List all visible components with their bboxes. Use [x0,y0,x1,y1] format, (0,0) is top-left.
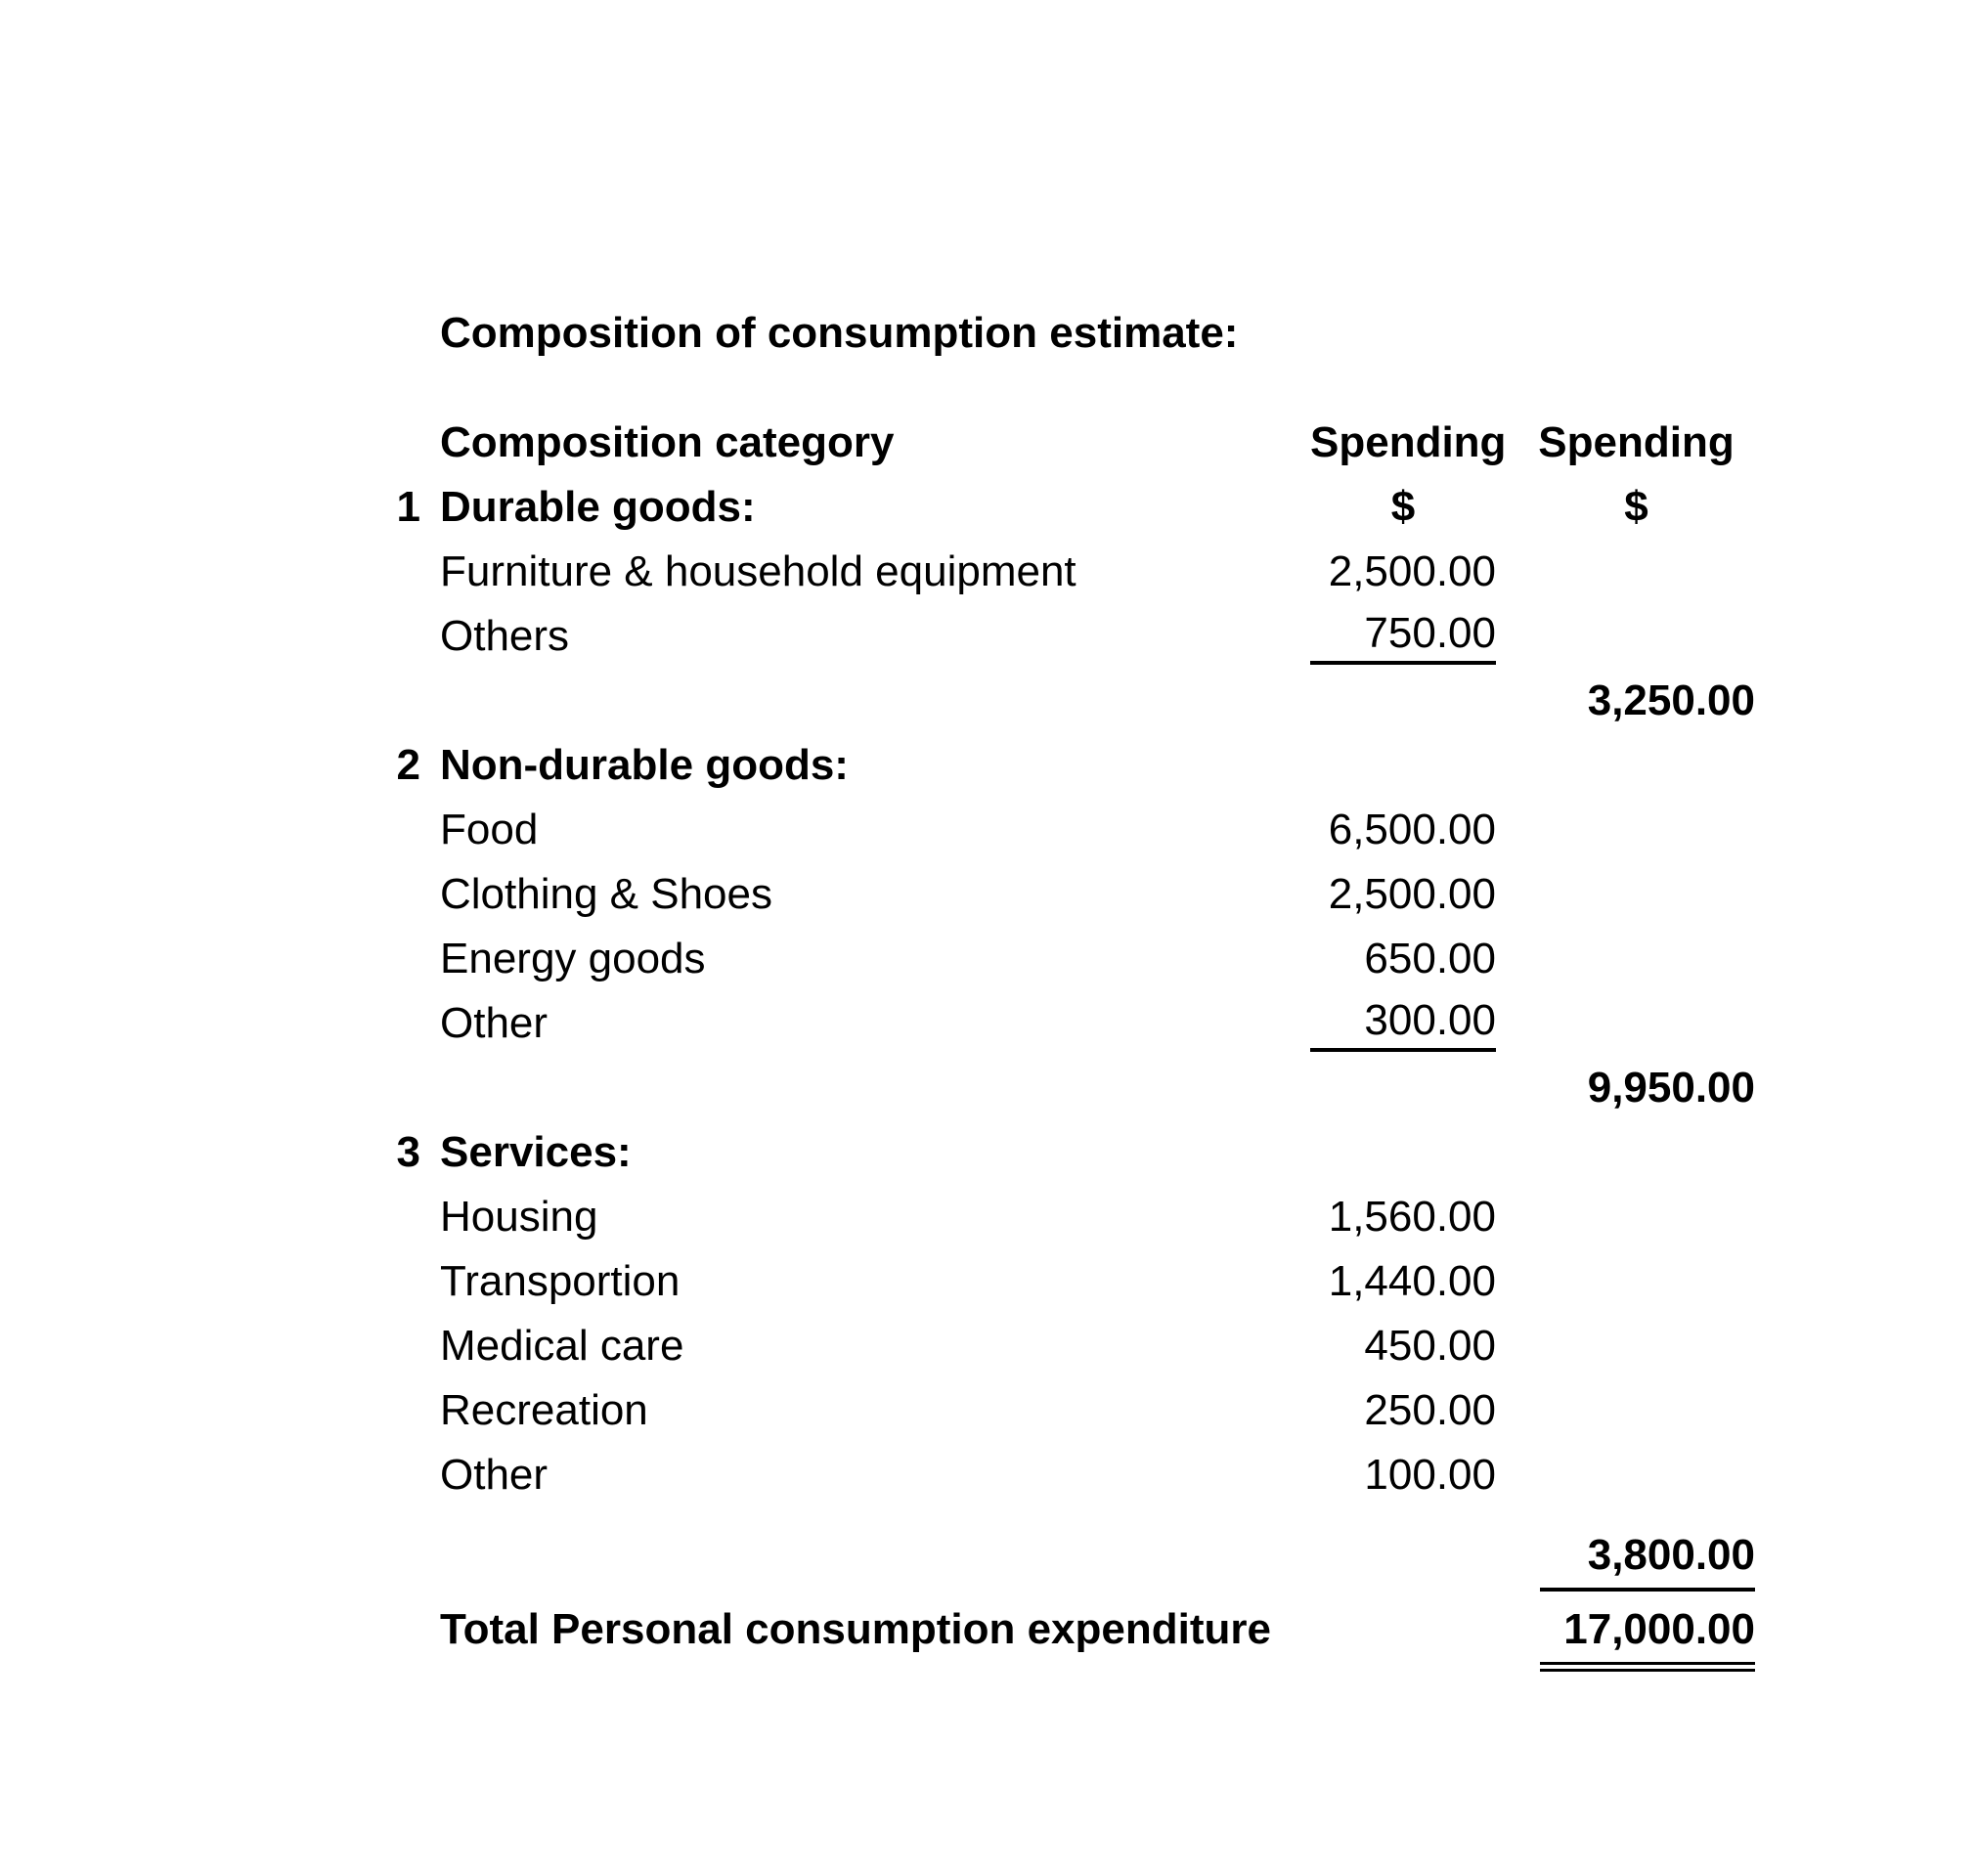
page-title: Composition of consumption estimate: [440,309,1239,357]
row-recreation [396,1378,1755,1443]
item-label: Housing [440,1193,598,1241]
spending-value-2 [1496,733,1755,798]
row-number: 2 [396,741,420,789]
item-label: Other [440,999,549,1047]
spending-value-2 [1496,1378,1755,1443]
subtotal-rule: 3,800.00 [1540,1523,1755,1592]
spending-value-2 [1496,991,1755,1056]
item-label: Medical care [440,1322,684,1370]
spending-value-2 [1496,1120,1755,1185]
row-subtotal-nondurable [396,1056,1755,1120]
spacer [396,366,1755,411]
spending-value-1: 1,560.00 [1328,1193,1496,1241]
spending-value-1: 2,500.00 [1328,547,1496,595]
total-double-rule: 17,000.00 [1540,1597,1755,1672]
spending-value-1: 250.00 [1364,1386,1496,1434]
row-medical-care [396,1314,1755,1378]
row-number [396,862,440,927]
row-number [396,1523,440,1588]
row-number: 3 [396,1128,420,1176]
row-number [396,1597,440,1662]
spending-value-1 [1310,1056,1496,1120]
row-other-services [396,1443,1755,1507]
spending-value-1: 6,500.00 [1328,806,1496,853]
row-number [396,1378,440,1443]
currency-symbol-1: $ [1390,483,1416,531]
spending-value-2 [1496,798,1755,862]
row-subtotal-services [396,1523,1755,1588]
spacer [396,1507,1755,1523]
row-number [396,540,440,604]
item-label: Transportion [440,1257,681,1305]
row-number [396,411,440,475]
spending-value-1 [1310,1120,1496,1185]
row-durable-goods [396,475,1755,540]
row-number [396,1249,440,1314]
currency-symbol-2: $ [1624,483,1648,531]
row-non-durable-goods [396,733,1755,798]
spending-value-1: 1,440.00 [1328,1257,1496,1305]
spending-value-2 [1496,1314,1755,1378]
subtotal-value-underlined [1496,1523,1755,1588]
row-number [396,798,440,862]
item-label: Clothing & Shoes [440,870,772,918]
subtotal-value: 3,250.00 [1587,676,1755,724]
item-label: Furniture & household equipment [440,547,1076,595]
total-value-double-underlined [1496,1597,1755,1662]
spending-value-1 [1310,1597,1496,1662]
subtotal-value: 9,950.00 [1587,1064,1755,1112]
item-label: Recreation [440,1386,648,1434]
row-housing [396,1185,1755,1249]
row-other-nondurable [396,991,1755,1056]
row-clothing-shoes [396,862,1755,927]
spending-value-1 [1310,1523,1496,1588]
item-label: Energy goods [440,935,706,982]
spending-value-1-underlined: 750.00 [1310,604,1496,665]
row-energy-goods [396,927,1755,991]
row-total [396,1597,1755,1662]
total-label: Total Personal consumption expenditure [440,1605,1271,1653]
spending-value-2 [1496,1185,1755,1249]
item-label [440,1056,1310,1120]
row-number: 1 [396,483,420,531]
item-label [440,669,1310,733]
item-label: Other [440,1451,549,1499]
spending-value-1 [1310,733,1496,798]
spending-value-2 [1496,1443,1755,1507]
column-header-spending-2: Spending [1538,418,1735,466]
spending-value-2 [1496,604,1755,669]
worksheet [396,301,1755,1662]
spending-value-1: 100.00 [1364,1451,1496,1499]
section-label: Durable goods: [440,483,756,531]
row-number [396,669,440,733]
row-number [396,927,440,991]
row-number [396,1314,440,1378]
row-subtotal-durable [396,669,1755,733]
item-label [440,1523,1310,1588]
row-number [396,604,440,669]
section-label: Non-durable goods: [440,741,849,789]
spending-value-2 [1496,540,1755,604]
spending-value-1: 450.00 [1364,1322,1496,1370]
section-label: Services: [440,1128,632,1176]
item-label: Others [440,612,570,660]
row-number [396,1056,440,1120]
spending-value-2 [1496,1249,1755,1314]
column-header-spending-1: Spending [1310,418,1507,466]
spending-value-2 [1496,927,1755,991]
spending-value-1: 650.00 [1364,935,1496,982]
spending-value-1: 2,500.00 [1328,870,1496,918]
column-header-category: Composition category [440,418,895,466]
table-header-row [396,411,1755,475]
row-furniture [396,540,1755,604]
row-others-durable [396,604,1755,669]
row-number [396,1443,440,1507]
item-label: Food [440,806,539,853]
row-number [396,991,440,1056]
spending-value-1 [1310,669,1496,733]
spending-value-1-underlined: 300.00 [1310,991,1496,1052]
row-services [396,1120,1755,1185]
spending-value-2 [1496,862,1755,927]
row-food [396,798,1755,862]
row-number [396,1185,440,1249]
row-transportion [396,1249,1755,1314]
